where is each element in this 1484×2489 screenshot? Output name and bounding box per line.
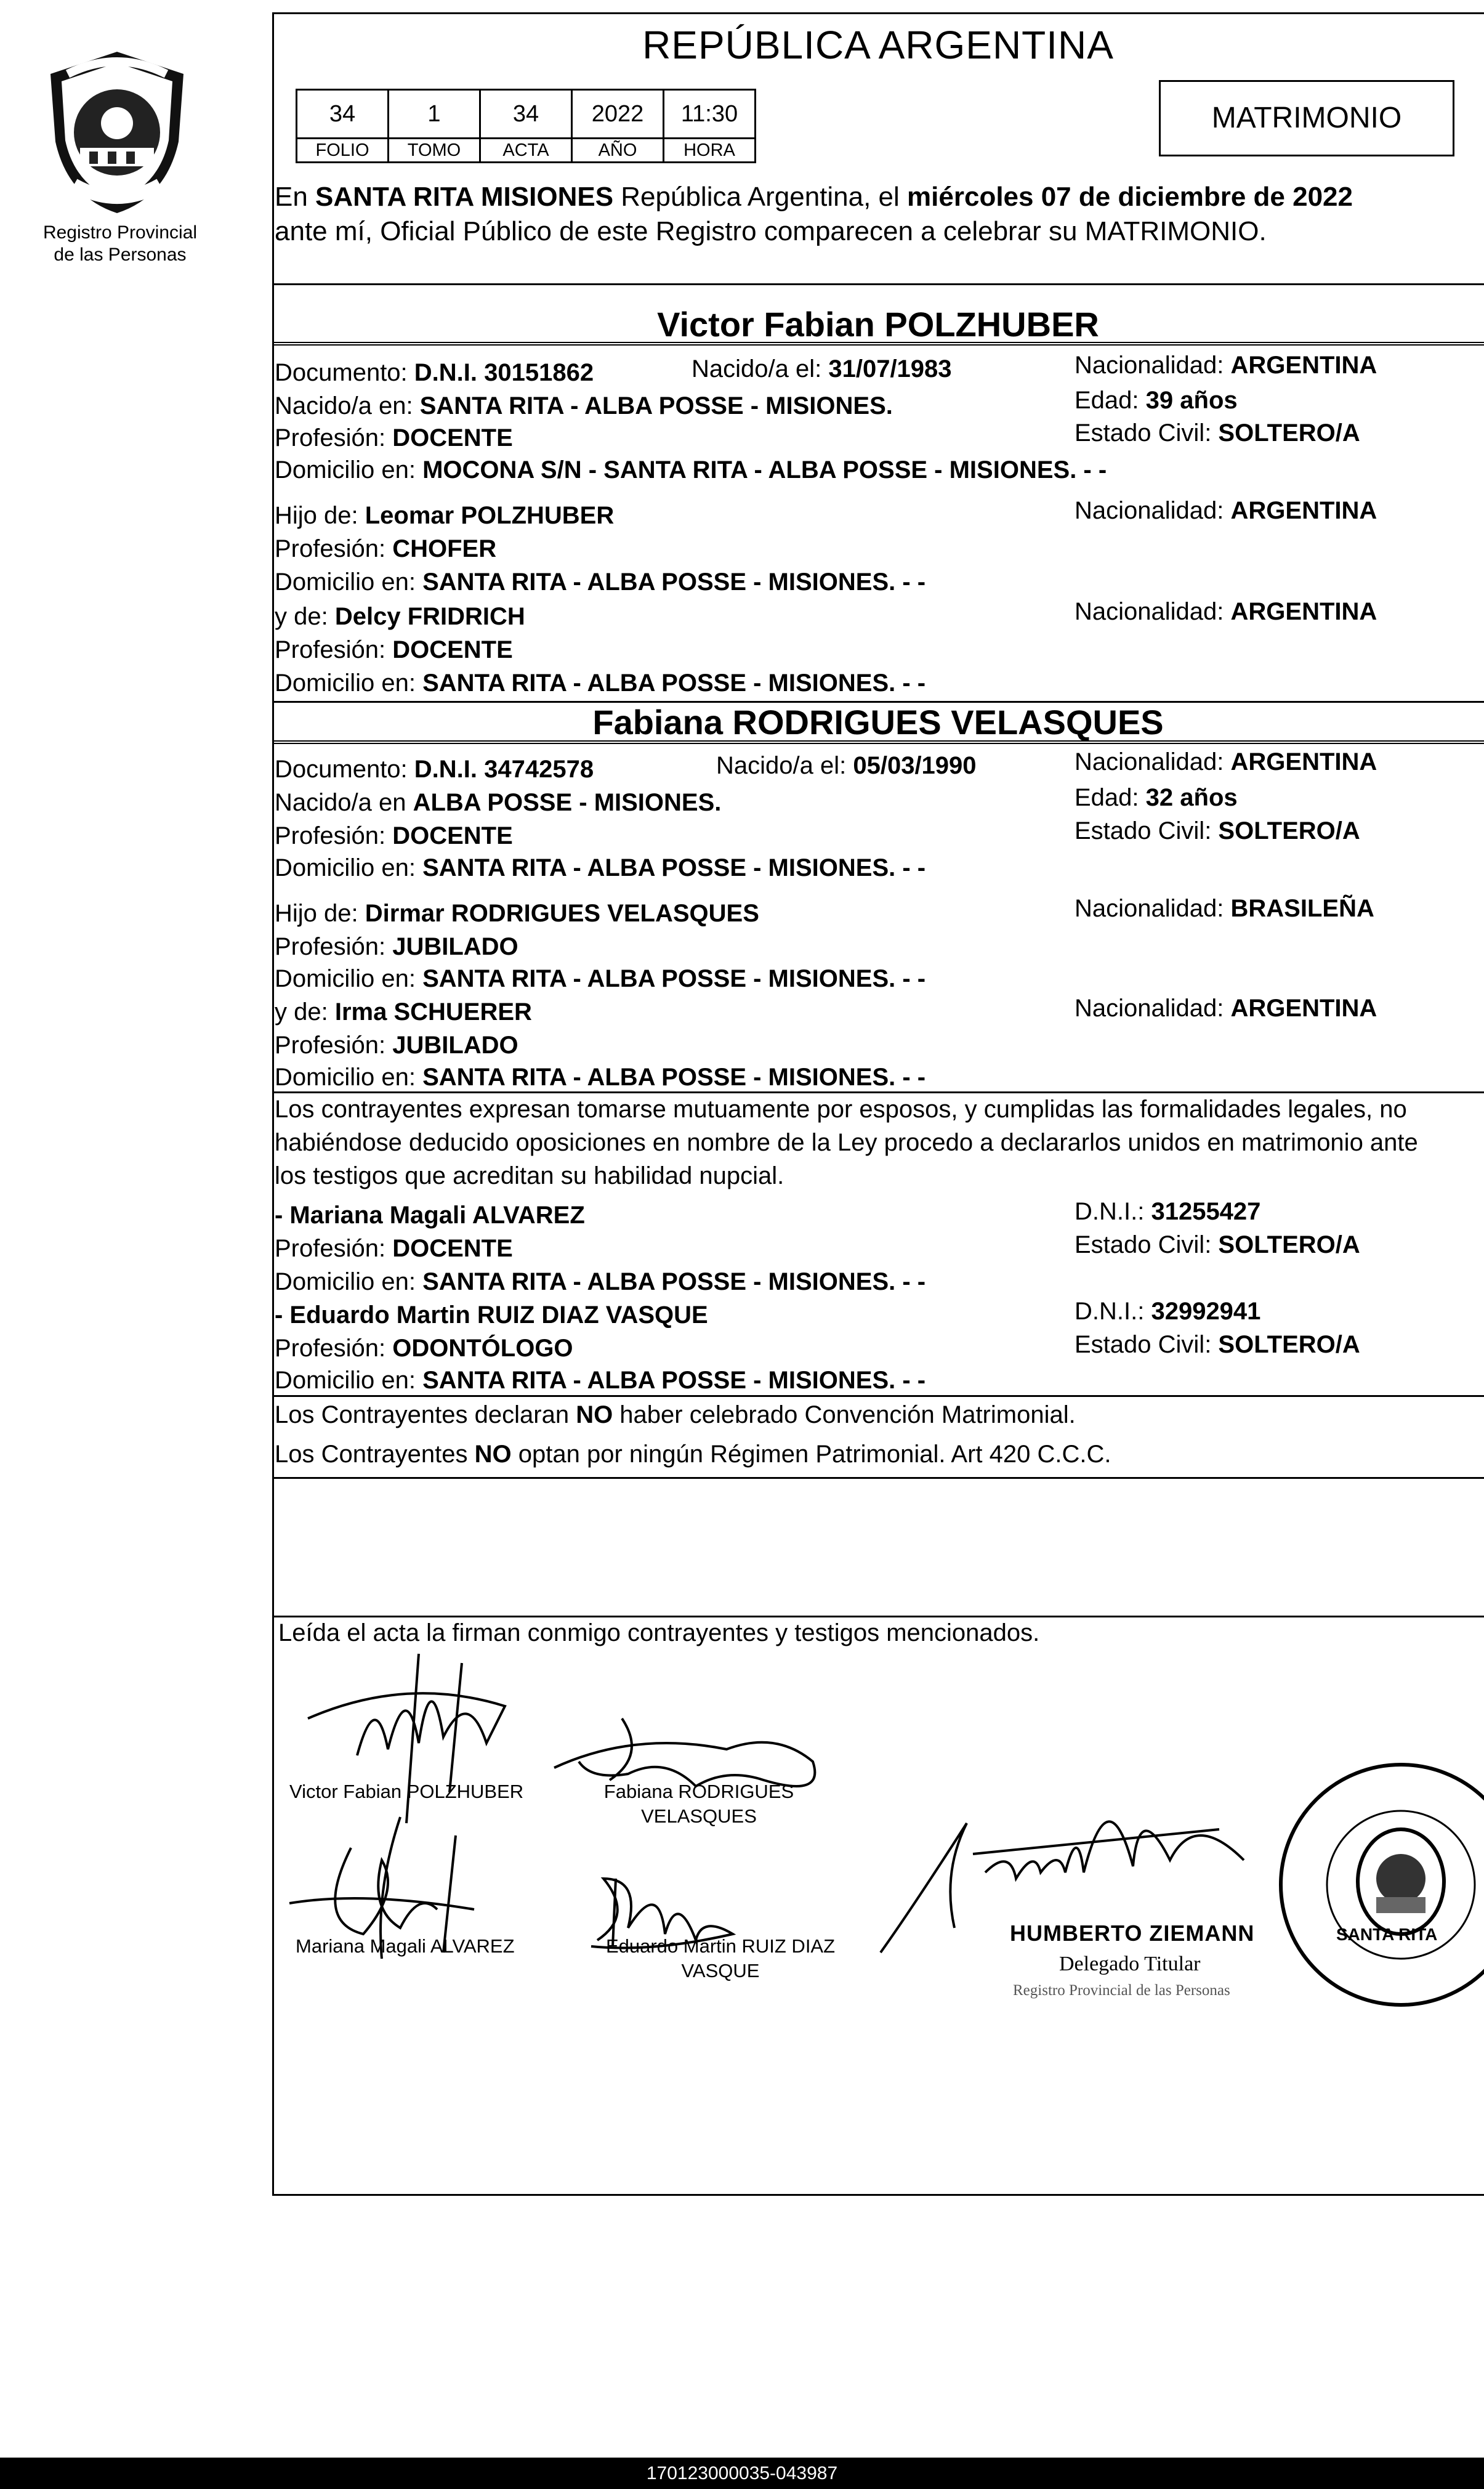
declaration-line3: los testigos que acreditan su habilidad nupcial. xyxy=(275,1162,784,1189)
official-title: Delegado Titular xyxy=(1059,1953,1201,1975)
folio-label: FOLIO xyxy=(297,139,389,163)
hora-value: 11:30 xyxy=(664,90,756,139)
spouse1-document: Documento: D.N.I. 30151862 xyxy=(275,359,594,386)
signature-label-fabiana-line1: Fabiana RODRIGUES xyxy=(603,1781,794,1802)
signatures-intro: Leída el acta la firman conmigo contrayentes y testigos mencionados. xyxy=(278,1619,1040,1646)
record-header-table xyxy=(296,89,756,163)
spouse1-father: Hijo de: Leomar POLZHUBER xyxy=(275,502,615,529)
witness1-profession: Profesión: DOCENTE xyxy=(275,1235,513,1262)
stamp-inner-text: SANTA RITA xyxy=(1336,1925,1438,1944)
spouse1-father-profession: Profesión: CHOFER xyxy=(275,535,497,562)
signature-label-fabiana xyxy=(582,1779,816,1829)
witness2-profession: Profesión: ODONTÓLOGO xyxy=(275,1335,573,1362)
official-name: HUMBERTO ZIEMANN xyxy=(1010,1920,1255,1946)
spouse2-mother: y de: Irma SCHUERER xyxy=(275,998,532,1026)
stamp-outer-text xyxy=(1293,1743,1312,1744)
spouse2-document: Documento: D.N.I. 34742578 xyxy=(275,756,594,783)
hora-label: HORA xyxy=(664,139,756,163)
spouse1-mother-profession: Profesión: DOCENTE xyxy=(275,636,513,663)
spouse2-name: Fabiana RODRIGUES VELASQUES xyxy=(592,703,1164,742)
witness1-name: - Mariana Magali ALVAREZ xyxy=(275,1202,585,1229)
intro-line1: En SANTA RITA MISIONES República Argentina, el miércoles 07 de diciembre de 2022 xyxy=(275,182,1353,212)
acta-label: ACTA xyxy=(480,139,572,163)
country-title: REPÚBLICA ARGENTINA xyxy=(642,23,1114,67)
logo-caption xyxy=(18,222,222,266)
spouse2-mother-address: Domicilio en: SANTA RITA - ALBA POSSE - MISIONES. - - xyxy=(275,1064,926,1091)
anio-value: 2022 xyxy=(572,90,664,139)
tomo-value: 1 xyxy=(389,90,480,139)
witness2-dni: D.N.I.: 32992941 xyxy=(1075,1298,1261,1325)
witness2-name: - Eduardo Martin RUIZ DIAZ VASQUE xyxy=(275,1301,708,1329)
spouse1-mother-address: Domicilio en: SANTA RITA - ALBA POSSE - MISIONES. - - xyxy=(275,670,926,697)
spouse1-birthplace: Nacido/a en: SANTA RITA - ALBA POSSE - MISIONES. xyxy=(275,392,893,419)
declaration-line2: habiéndose deducido oposiciones en nombre de la Ley procedo a declararlos unidos en matrimonio ante xyxy=(275,1129,1418,1156)
signature-label-eduardo xyxy=(585,1934,856,1983)
spouse2-father: Hijo de: Dirmar RODRIGUES VELASQUES xyxy=(275,900,759,927)
spouse2-birthplace: Nacido/a en ALBA POSSE - MISIONES. xyxy=(275,789,722,816)
spouse1-civil-status: Estado Civil: SOLTERO/A xyxy=(1075,419,1360,447)
tomo-label: TOMO xyxy=(389,139,480,163)
logo-caption-line1: Registro Provincial xyxy=(42,222,198,243)
signature-label-eduardo-line1: Eduardo Martin RUIZ DIAZ xyxy=(605,1935,836,1957)
spouse1-nationality: Nacionalidad: ARGENTINA xyxy=(1075,352,1377,379)
logo-caption-line2: de las Personas xyxy=(54,245,187,265)
spouse2-father-nationality: Nacionalidad: BRASILEÑA xyxy=(1075,895,1374,922)
spouse1-age: Edad: 39 años xyxy=(1075,387,1238,414)
spouse2-profession: Profesión: DOCENTE xyxy=(275,822,513,849)
spouse1-father-address: Domicilio en: SANTA RITA - ALBA POSSE - MISIONES. - - xyxy=(275,569,926,596)
declaration-line1: Los contrayentes expresan tomarse mutuamente por esposos, y cumplidas las formalidades legales, no xyxy=(275,1096,1407,1123)
divider xyxy=(272,283,1484,285)
spouse2-mother-profession: Profesión: JUBILADO xyxy=(275,1032,518,1059)
witness1-civil-status: Estado Civil: SOLTERO/A xyxy=(1075,1231,1360,1258)
acta-value: 34 xyxy=(480,90,572,139)
signature-label-fabiana-line2: VELASQUES xyxy=(641,1805,757,1827)
spouse2-age: Edad: 32 años xyxy=(1075,784,1238,811)
spouse2-civil-status: Estado Civil: SOLTERO/A xyxy=(1075,817,1360,844)
seal-icon xyxy=(43,49,191,216)
divider xyxy=(272,1477,1484,1479)
spouse1-mother-nationality: Nacionalidad: ARGENTINA xyxy=(1075,598,1377,625)
spouse1-profession: Profesión: DOCENTE xyxy=(275,424,513,451)
witness1-address: Domicilio en: SANTA RITA - ALBA POSSE - MISIONES. - - xyxy=(275,1268,926,1295)
spouse2-father-profession: Profesión: JUBILADO xyxy=(275,933,518,960)
signature-label-mariana: Mariana Magali ALVAREZ xyxy=(296,1935,515,1957)
folio-value: 34 xyxy=(297,90,389,139)
spouse2-address: Domicilio en: SANTA RITA - ALBA POSSE - MISIONES. - - xyxy=(275,854,926,881)
spouse2-nationality: Nacionalidad: ARGENTINA xyxy=(1075,748,1377,775)
regime-line1: Los Contrayentes declaran NO haber celebrado Convención Matrimonial. xyxy=(275,1401,1076,1428)
official-stamp xyxy=(1275,1758,1484,2017)
intro-line2: ante mí, Oficial Público de este Registro comparecen a celebrar su MATRIMONIO. xyxy=(275,216,1267,246)
witness1-dni: D.N.I.: 31255427 xyxy=(1075,1198,1261,1225)
signature-label-eduardo-line2: VASQUE xyxy=(681,1960,760,1981)
spouse1-mother: y de: Delcy FRIDRICH xyxy=(275,603,525,630)
anio-label: AÑO xyxy=(572,139,664,163)
spouse2-mother-nationality: Nacionalidad: ARGENTINA xyxy=(1075,995,1377,1022)
official-org: Registro Provincial de las Personas xyxy=(1013,1982,1230,1999)
document-code-footer: 170123000035-043987 xyxy=(0,2458,1484,2489)
witness2-civil-status: Estado Civil: SOLTERO/A xyxy=(1075,1331,1360,1358)
witness2-address: Domicilio en: SANTA RITA - ALBA POSSE - MISIONES. - - xyxy=(275,1367,926,1394)
spouse2-father-address: Domicilio en: SANTA RITA - ALBA POSSE - MISIONES. - - xyxy=(275,965,926,992)
document-type-box: MATRIMONIO xyxy=(1159,80,1454,156)
province-seal-logo xyxy=(43,49,191,216)
spouse2-born: Nacido/a el: 05/03/1990 xyxy=(716,752,977,779)
signature-label-victor: Victor Fabian POLZHUBER xyxy=(289,1781,524,1802)
spouse1-father-nationality: Nacionalidad: ARGENTINA xyxy=(1075,497,1377,524)
spouse1-name: Victor Fabian POLZHUBER xyxy=(657,305,1099,344)
spouse1-address: Domicilio en: MOCONA S/N - SANTA RITA - ALBA POSSE - MISIONES. - - xyxy=(275,456,1107,484)
spouse1-born: Nacido/a el: 31/07/1983 xyxy=(692,355,952,382)
regime-line2: Los Contrayentes NO optan por ningún Régimen Patrimonial. Art 420 C.C.C. xyxy=(275,1441,1111,1468)
